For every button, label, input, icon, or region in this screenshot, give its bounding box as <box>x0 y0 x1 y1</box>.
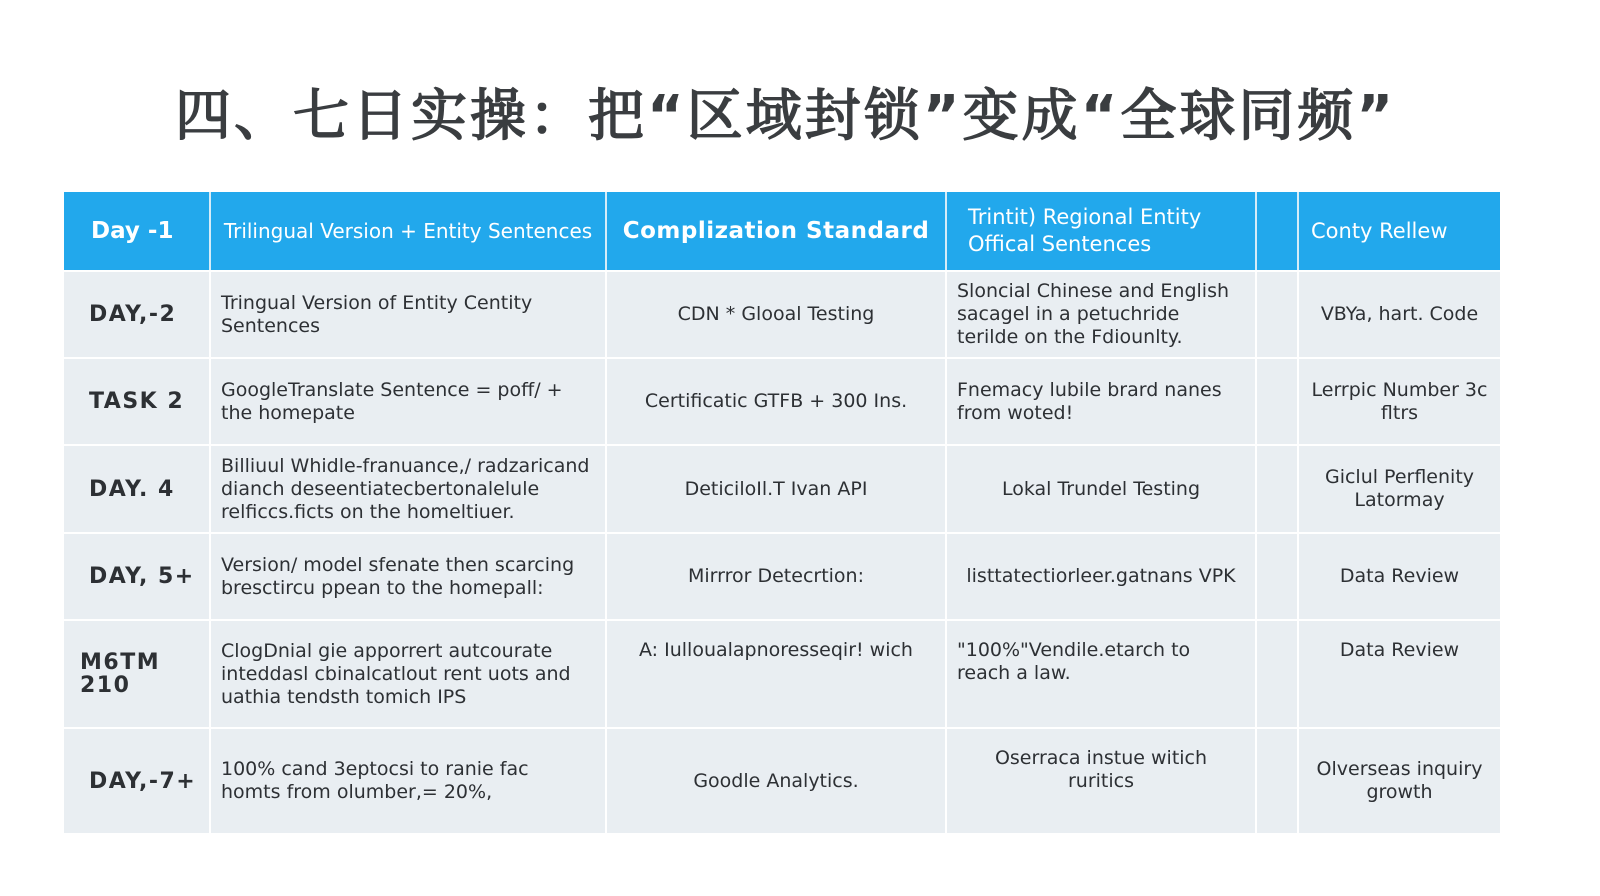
entity-cell: Lokal Trundel Testing <box>946 445 1256 533</box>
entity-cell: Fnemacy lubile brard nanes from woted! <box>946 358 1256 445</box>
review-cell: Olverseas inquiry growth <box>1298 728 1500 834</box>
task-cell: GoogleTranslate Sentence = poff/ + the homepate <box>210 358 606 445</box>
standard-cell: A: Iulloualapnoresseqir! wich <box>606 620 946 728</box>
day-cell: TASK 2 <box>64 358 210 445</box>
entity-cell: Sloncial Chinese and English sacagel in a petuchride terilde on the Fdiounlty. <box>946 271 1256 358</box>
task-cell: Version/ model sfenate then scarcing bresctircu ppean to the homepall: <box>210 533 606 620</box>
standard-cell: Goodle Analytics. <box>606 728 946 834</box>
blank-cell <box>1256 728 1298 834</box>
review-cell: Lerrpic Number 3c fltrs <box>1298 358 1500 445</box>
day-cell: DAY,-2 <box>64 271 210 358</box>
standard-cell: Certificatic GTFB + 300 Ins. <box>606 358 946 445</box>
table-header-row <box>64 192 1500 271</box>
day-cell: DAY. 4 <box>64 445 210 533</box>
review-cell: VBYa, hart. Code <box>1298 271 1500 358</box>
entity-cell: listtatectiorleer.gatnans VPK <box>946 533 1256 620</box>
standard-cell: DeticiloIl.T Ivan API <box>606 445 946 533</box>
page-title: 四、七日实操：把“区域封锁”变成“全球同频” <box>175 84 1397 149</box>
table-row <box>64 533 1500 620</box>
header-day: Day -1 <box>64 192 210 271</box>
table-row <box>64 728 1500 834</box>
table-row <box>64 271 1500 358</box>
task-cell: ClogDnial gie apporrert autcourate inteddasl cbinalcatlout rent uots and uathia tendsth tomich IPS <box>210 620 606 728</box>
blank-cell <box>1256 358 1298 445</box>
day-cell: M6TM 210 <box>64 620 210 728</box>
standard-cell: CDN * Gloоal Testing <box>606 271 946 358</box>
seven-day-plan-table <box>64 192 1500 835</box>
header-regional-entity: Trintit) Regional Entity Offical Sentences <box>946 192 1256 271</box>
table-row <box>64 620 1500 728</box>
header-trilingual-version: Trilingual Version + Entity Sentences <box>210 192 606 271</box>
task-cell: 100% cand 3eptocsi to ranie fac homts from olumber,= 20%, <box>210 728 606 834</box>
review-cell: Giclul Perflenity Latormay <box>1298 445 1500 533</box>
header-blank <box>1256 192 1298 271</box>
entity-cell: "100%"Vendile.etarch to reach a law. <box>946 620 1256 728</box>
day-cell: DAY, 5+ <box>64 533 210 620</box>
blank-cell <box>1256 533 1298 620</box>
standard-cell: Mirrror Detecrtion: <box>606 533 946 620</box>
task-cell: Billiuul Whidle-franuance,/ radzaricand dianch deseentiatecbertonalelule relficcs.ficts on the homeltiuer. <box>210 445 606 533</box>
blank-cell <box>1256 620 1298 728</box>
header-review: Conty Rellew <box>1298 192 1500 271</box>
entity-cell: Oserraca instue witich ruritics <box>946 728 1256 834</box>
blank-cell <box>1256 271 1298 358</box>
blank-cell <box>1256 445 1298 533</box>
day-cell: DAY,-7+ <box>64 728 210 834</box>
header-complization-standard: Complization Standard <box>606 192 946 271</box>
review-cell: Data Review <box>1298 533 1500 620</box>
table-row <box>64 358 1500 445</box>
review-cell: Data Review <box>1298 620 1500 728</box>
task-cell: Tringual Version of Entity Centity Sentences <box>210 271 606 358</box>
table-row <box>64 445 1500 533</box>
